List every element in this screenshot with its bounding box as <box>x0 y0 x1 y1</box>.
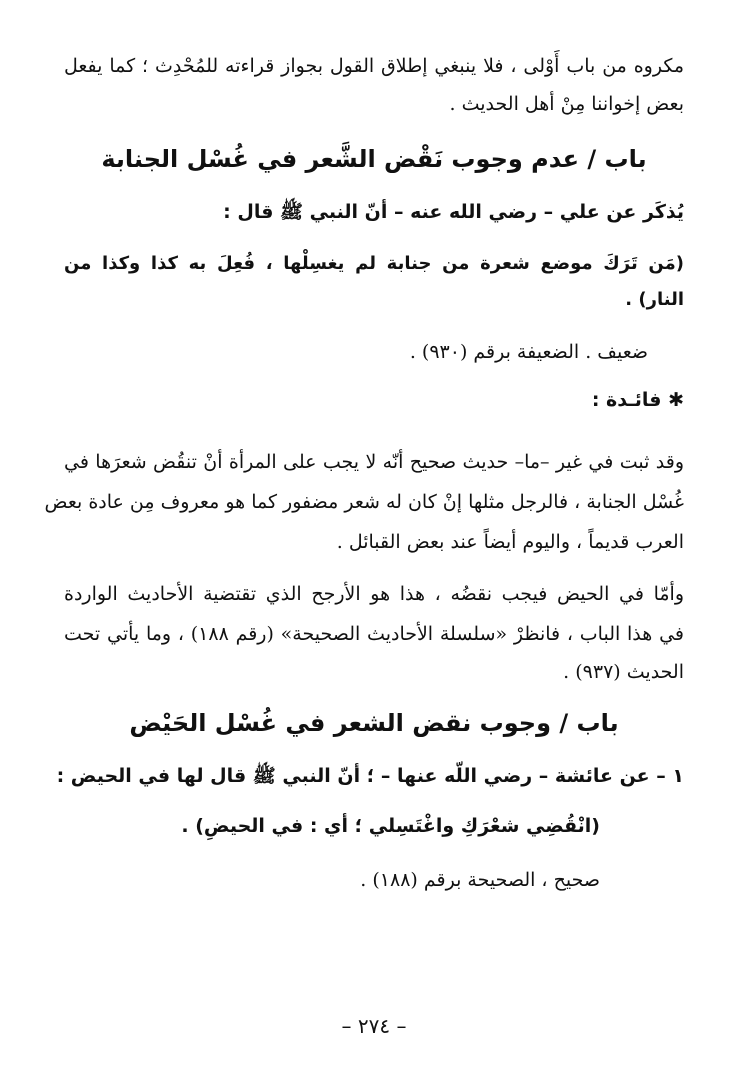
hadith1-text-line1: (مَن تَرَكَ موضع شعرة من جنابة لم يغسِلْها ، فُعِلَ به كذا وكذا من <box>64 253 684 274</box>
hadith1-intro: يُذكَر عن علي – رضي الله عنه – أنّ النبي ﷺ قال : <box>223 201 684 223</box>
fawaid-label: ✱ فائـدة : <box>591 389 684 411</box>
chapter-heading-janabah: باب / عدم وجوب نَقْض الشَّعر في غُسْل الجنابة <box>101 145 647 173</box>
text-line-1: مكروه من باب أَوْلى ، فلا ينبغي إطلاق القول بجواز قراءته للمُحْدِث ؛ كما يفعل <box>64 55 684 77</box>
chapter-heading-hayd: باب / وجوب نقض الشعر في غُسْل الحَيْض <box>129 709 619 737</box>
para2-line-1: وأمّا في الحيض فيجب نقضُه ، هذا هو الأرجح الذي تقتضية الأحاديث الواردة <box>64 583 684 605</box>
fawaid-line-1: وقد ثبت في غير –ما– حديث صحيح أنّه لا يجب على المرأة أنْ تنقُض شعرَها في <box>64 451 684 473</box>
text-line-2: بعض إخواننا مِنْ أهل الحديث . <box>449 93 684 115</box>
hadith2-grade: صحيح ، الصحيحة برقم (١٨٨) . <box>360 869 600 891</box>
hadith1-grade: ضعيف . الضعيفة برقم (٩٣٠) . <box>409 341 648 363</box>
hadith2-intro: ١ – عن عائشة – رضي اللّه عنها – ؛ أنّ النبي ﷺ قال لها في الحيض : <box>56 765 684 787</box>
para2-line-3: الحديث (٩٣٧) . <box>563 661 684 683</box>
fawaid-line-3: العرب قديماً ، واليوم أيضاً عند بعض القبائل . <box>336 531 684 553</box>
hadith1-text-line2: النار) . <box>625 289 684 310</box>
para2-line-2: في هذا الباب ، فانظرْ «سلسلة الأحاديث الصحيحة» (رقم ١٨٨) ، وما يأتي تحت <box>64 623 684 645</box>
hadith2-text: (انْقُضِي شعْرَكِ واغْتَسِلي ؛ أي : في الحيضِ) . <box>181 815 600 837</box>
fawaid-line-2: غُسْل الجنابة ، فالرجل مثلها إنْ كان له شعر مضفور كما هو معروف مِن عادة بعض <box>44 491 684 513</box>
page-number: – ٢٧٤ – <box>341 1014 407 1038</box>
